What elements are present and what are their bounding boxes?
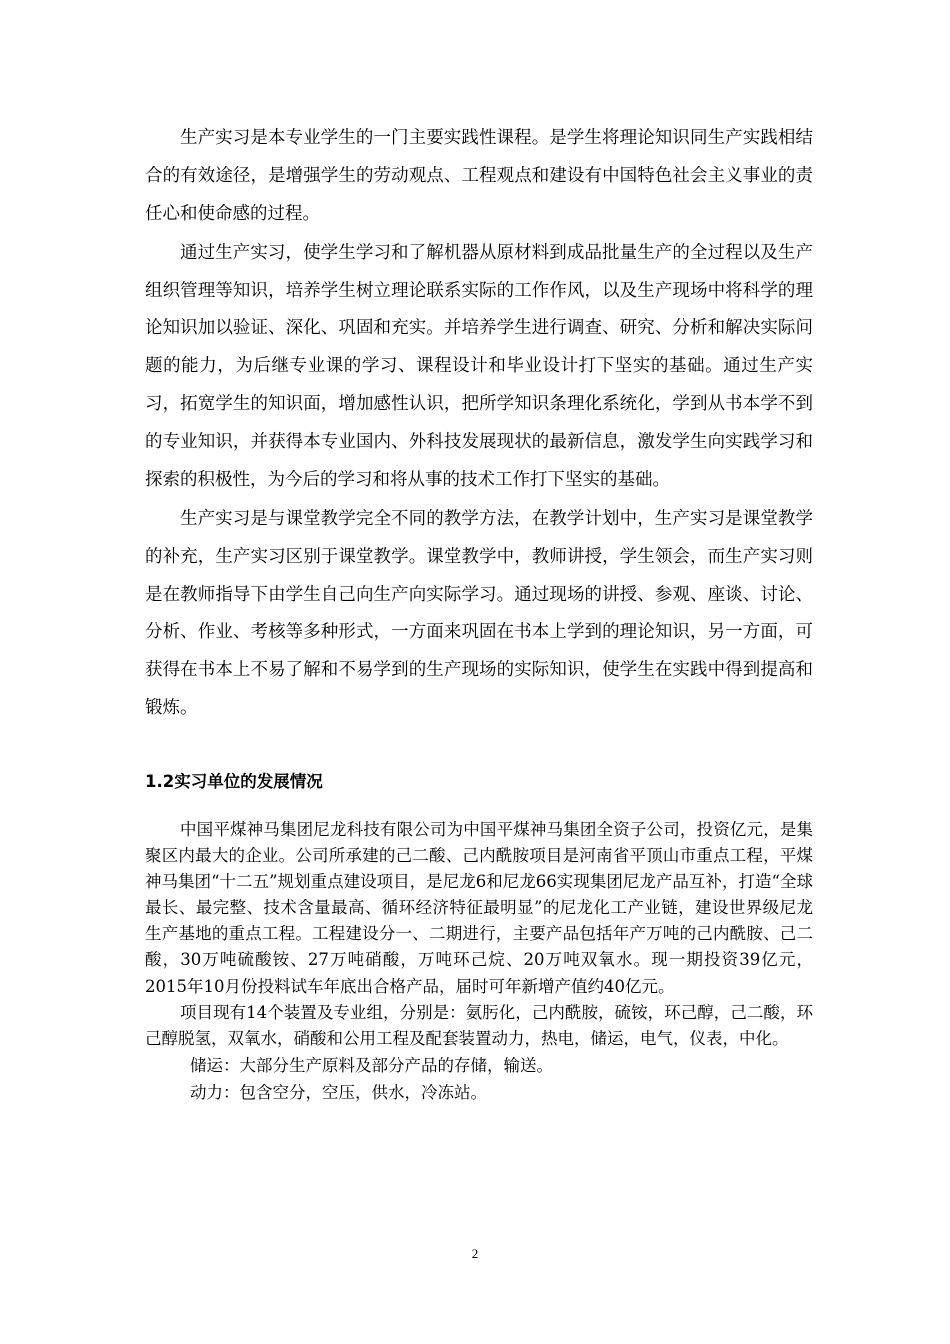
- section-practice-purpose: [145, 120, 813, 729]
- list-item: 储运：大部分生产原料及部分产品的存储，输送。: [190, 1055, 553, 1075]
- section-company-development: [145, 817, 813, 1106]
- paragraph: 中国平煤神马集团尼龙科技有限公司为中国平煤神马集团全资子公司，投资亿元，是集聚区内最大的企业。公司所承建的己二酸、己内酰胺项目是河南省平顶山市重点工程，平煤神马集团“十二五”规划重点建设项目，是尼龙6和尼龙66实现集团尼龙产品互补，打造“全球最长、最完整、技术含量最高、循环经济特征最明显”的尼龙化工产业链，建设世界级尼龙生产基地的重点工程。工程建设分一、二期进行，主要产品包括年产万吨的己内酰胺、己二酸，30万吨硫酸铵、27万吨硝酸，万吨环己烷、20万吨双氧水。现一期投资39亿元，2015年10月份投料试车年底出合格产品，届时可年新增产值约40亿元。: [145, 820, 813, 996]
- page-number: 2: [471, 1246, 479, 1261]
- section-heading: 1.2实习单位的发展情况: [145, 772, 323, 791]
- paragraph: 生产实习是本专业学生的一门主要实践性课程。是学生将理论知识同生产实践相结合的有效途径，是增强学生的劳动观点、工程观点和建设有中国特色社会主义事业的责任心和使命感的过程。: [145, 128, 813, 224]
- paragraph: 通过生产实习，使学生学习和了解机器从原材料到成品批量生产的全过程以及生产组织管理等知识，培养学生树立理论联系实际的工作作风，以及生产现场中将科学的理论知识加以验证、深化、巩固和充实。并培养学生进行调查、研究、分析和解决实际问题的能力，为后继专业课的学习、课程设计和毕业设计打下坚实的基础。通过生产实习，拓宽学生的知识面，增加感性认识，把所学知识条理化系统化，学到从书本学不到的专业知识，并获得本专业国内、外科技发展现状的最新信息，激发学生向实践学习和探索的积极性，为今后的学习和将从事的技术工作打下坚实的基础。: [145, 242, 813, 490]
- paragraph: 项目现有14个装置及专业组，分别是：氨肟化，己内酰胺，硫铵，环己醇，己二酸，环己醇脱氢，双氧水，硝酸和公用工程及配套装置动力，热电，储运，电气，仪表，中化。: [145, 1002, 813, 1048]
- paragraph: 生产实习是与课堂教学完全不同的教学方法，在教学计划中，生产实习是课堂教学的补充，生产实习区别于课堂教学。课堂教学中，教师讲授，学生领会，而生产实习则是在教师指导下由学生自己向生产向实际学习。通过现场的讲授、参观、座谈、讨论、分析、作业、考核等多种形式，一方面来巩固在书本上学到的理论知识，另一方面，可获得在书本上不易了解和不易学到的生产现场的实际知识，使学生在实践中得到提高和锻炼。: [145, 508, 813, 718]
- list-item: 动力：包含空分，空压，供水，冷冻站。: [190, 1082, 487, 1102]
